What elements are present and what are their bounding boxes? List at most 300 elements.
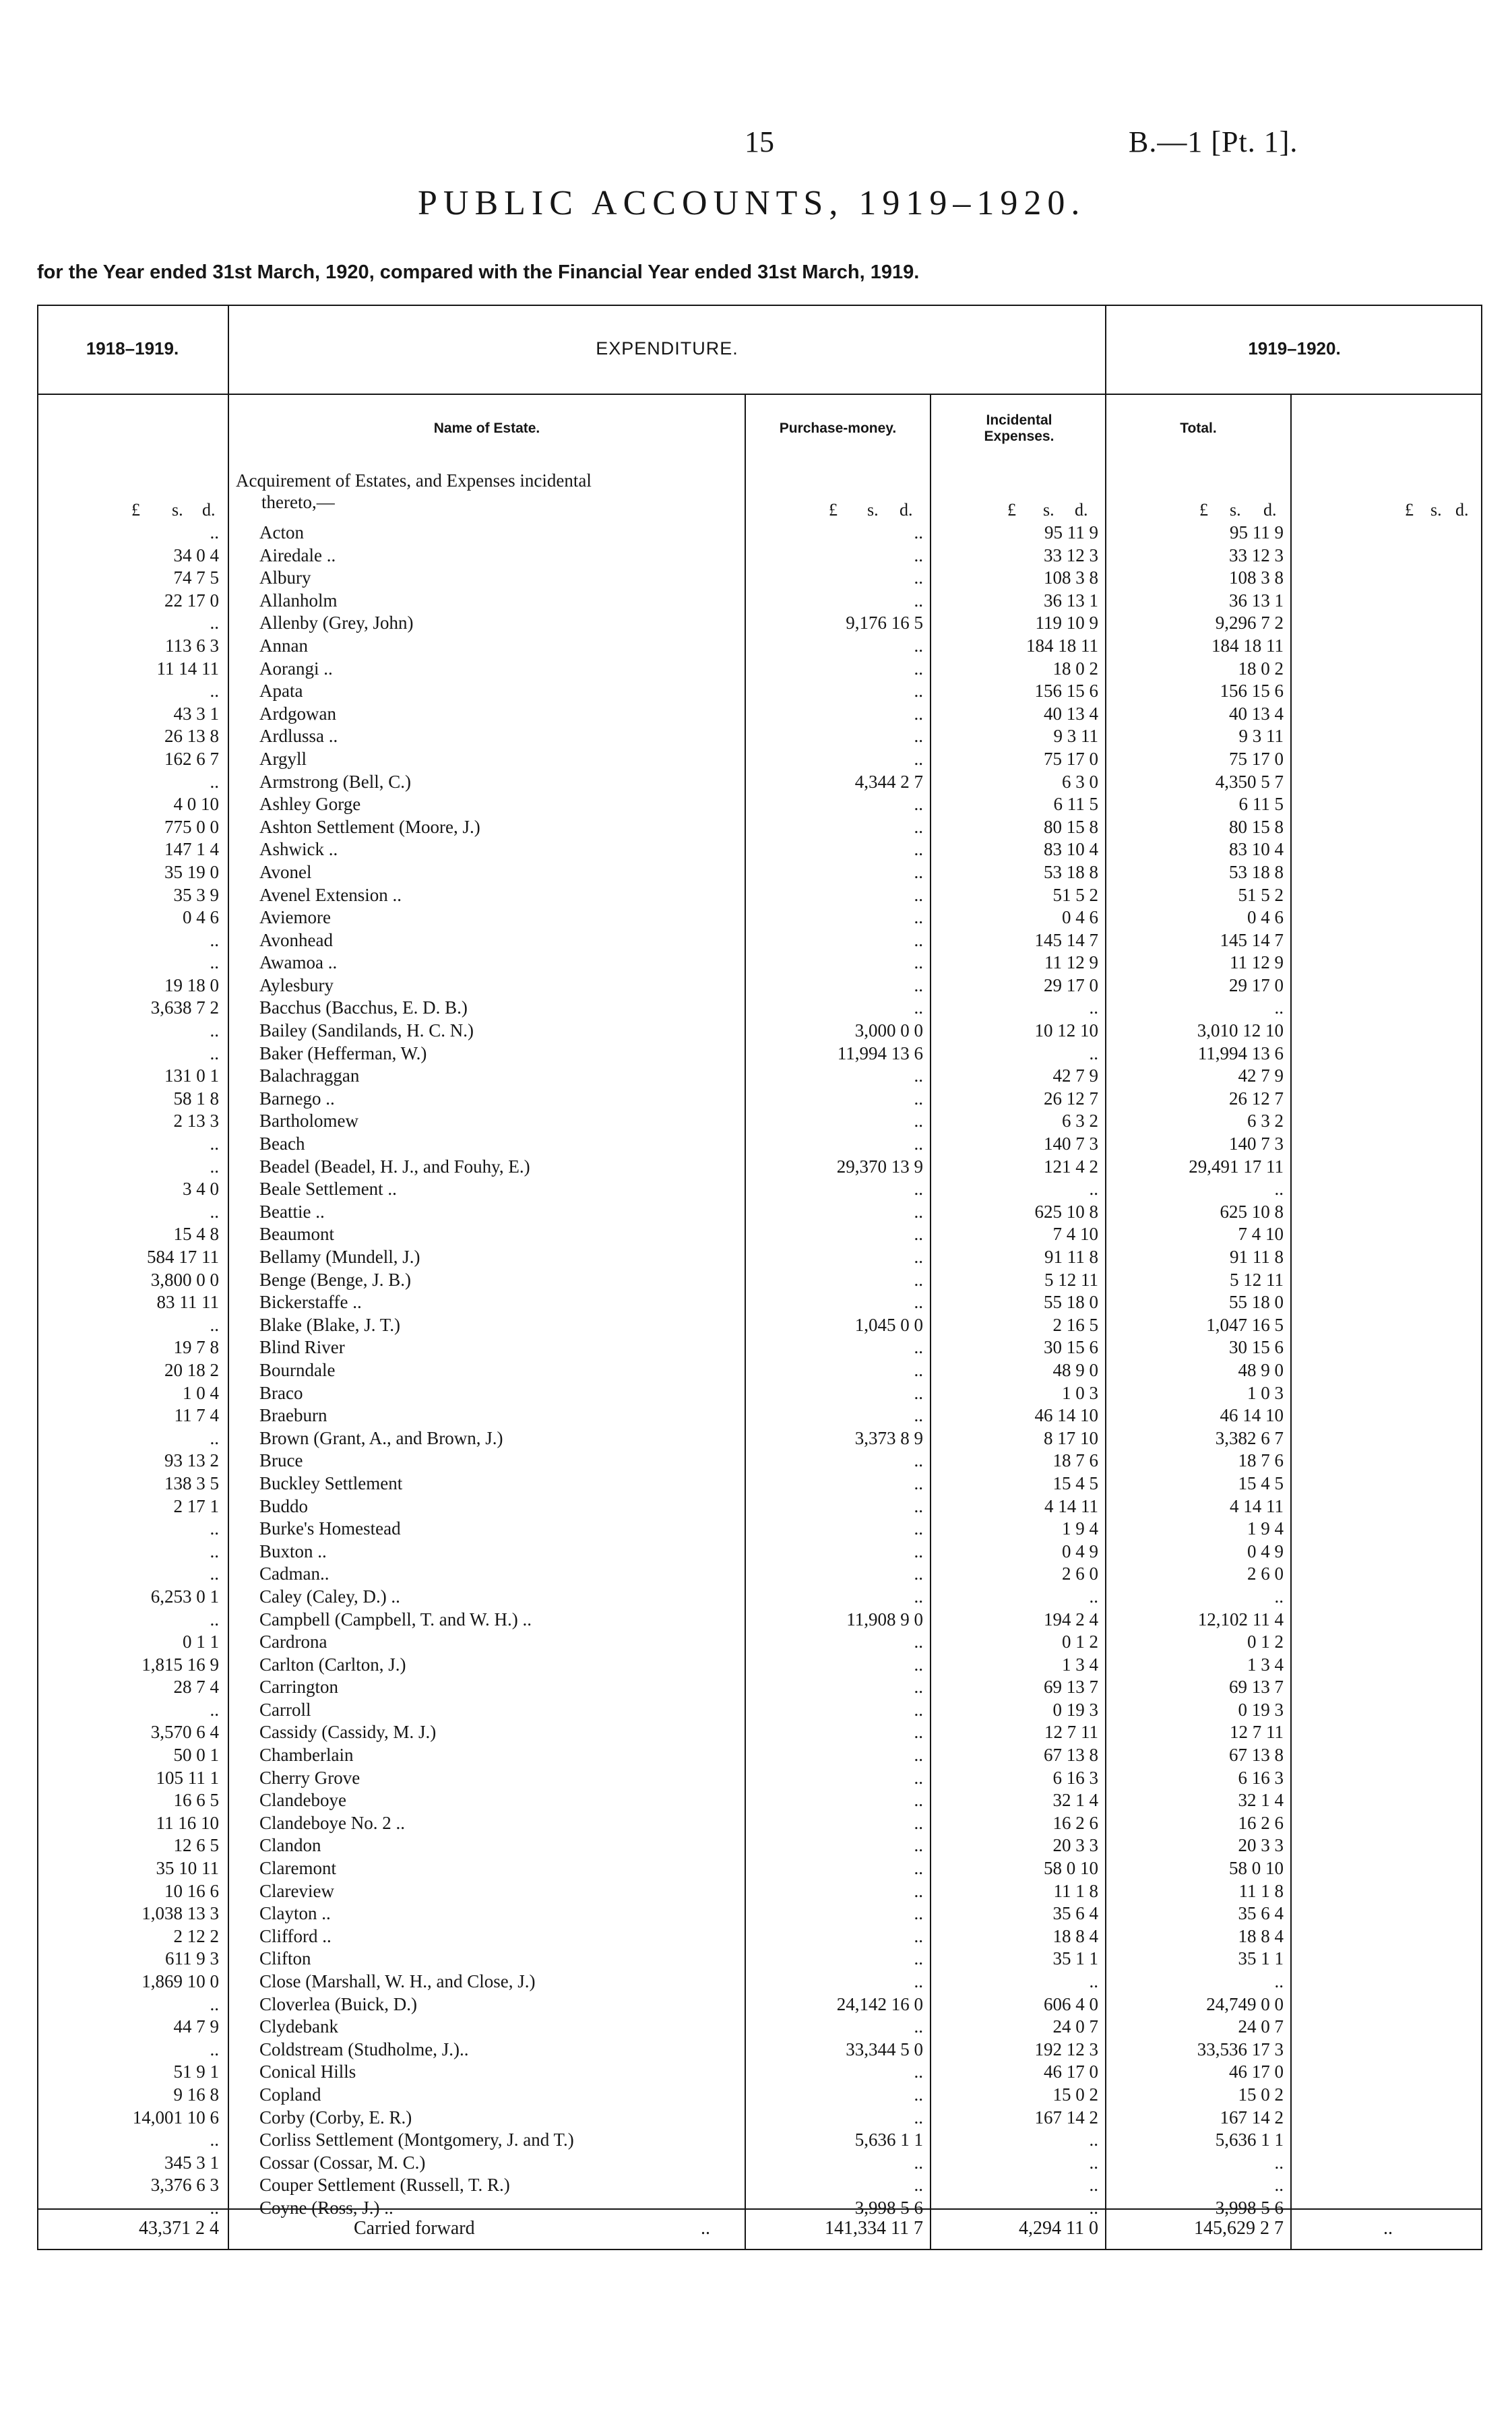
row-incidental: 194 2 4 [1044,1609,1098,1630]
carried-forward-row [37,2215,1482,2242]
row-estate-name: Burke's Homestead [259,1518,401,1539]
row-incidental: 1 9 4 [1062,1518,1098,1539]
row-incidental: 156 15 6 [1034,681,1098,702]
row-total: 6 16 3 [1238,1767,1284,1788]
row-total: 625 10 8 [1220,1201,1284,1222]
row-incidental: 2 6 0 [1062,1563,1098,1584]
row-incidental: 7 4 10 [1052,1224,1098,1245]
row-incidental: 0 1 2 [1062,1632,1098,1652]
row-prev-year: 1 0 4 [183,1382,219,1403]
row-purchase-money: .. [914,1337,923,1358]
table-row [37,1359,1482,1382]
row-incidental: 80 15 8 [1044,816,1098,837]
unit-s-incidental: s. [1043,500,1054,520]
total-label: Carried forward [354,2218,475,2239]
row-total: 69 13 7 [1229,1677,1284,1698]
row-incidental: 10 12 10 [1034,1020,1098,1041]
row-purchase-money: .. [914,2016,923,2037]
row-prev-year: 11 14 11 [156,658,219,679]
row-estate-name: Bellamy (Mundell, J.) [259,1247,420,1267]
row-purchase-money: 29,370 13 9 [836,1156,923,1177]
row-estate-name: Bartholomew [259,1111,358,1131]
table-row [37,1427,1482,1450]
row-estate-name: Carrington [259,1677,338,1698]
row-estate-name: Claremont [259,1858,336,1879]
row-estate-name: Cardrona [259,1632,327,1652]
row-purchase-money: .. [914,1088,923,1109]
row-estate-name: Carroll [259,1699,311,1720]
row-incidental: 108 3 8 [1044,567,1098,588]
row-prev-year: 131 0 1 [164,1065,219,1086]
prev-year-header: 1918–1919. [86,338,179,359]
row-total: 26 12 7 [1229,1088,1284,1109]
row-purchase-money: .. [914,1722,923,1743]
row-purchase-money: .. [914,2061,923,2082]
row-incidental: .. [1089,2175,1098,2196]
row-total: 0 19 3 [1238,1699,1284,1720]
row-purchase-money: 24,142 16 0 [836,1993,923,2014]
row-estate-name: Couper Settlement (Russell, T. R.) [259,2175,510,2196]
row-prev-year: 3 4 0 [183,1179,219,1200]
table-row [37,1065,1482,1088]
row-incidental: 35 6 4 [1052,1903,1098,1924]
row-estate-name: Chamberlain [259,1745,354,1766]
row-purchase-money: .. [914,635,923,656]
row-incidental: 69 13 7 [1044,1677,1098,1698]
row-prev-year: 3,376 6 3 [150,2175,219,2196]
row-total: 140 7 3 [1229,1134,1284,1154]
table-row [37,1020,1482,1043]
row-prev-year: 138 3 5 [164,1472,219,1493]
row-prev-year: 12 6 5 [173,1835,219,1856]
row-prev-year: .. [210,2130,219,2150]
table-row [37,1291,1482,1314]
table-row [37,861,1482,884]
row-estate-name: Cossar (Cossar, M. C.) [259,2152,426,2173]
row-purchase-money: .. [914,703,923,724]
row-purchase-money: 3,998 5 6 [854,2197,923,2218]
table-row [37,1948,1482,1971]
row-prev-year: 9 16 8 [173,2084,219,2105]
row-incidental: 1 3 4 [1062,1654,1098,1675]
row-estate-name: Balachraggan [259,1065,360,1086]
table-row [37,1246,1482,1269]
row-prev-year: .. [210,522,219,542]
row-total: 1 0 3 [1247,1382,1284,1403]
row-incidental: 192 12 3 [1034,2039,1098,2059]
row-prev-year: 22 17 0 [164,590,219,611]
table-row [37,2174,1482,2197]
col-total: Total. [1180,421,1217,436]
row-incidental: 35 1 1 [1052,1948,1098,1969]
total-purchase: 141,334 11 7 [825,2218,923,2239]
table-row [37,522,1482,545]
row-total: 167 14 2 [1220,2107,1284,2128]
row-incidental: 6 3 2 [1062,1111,1098,1131]
row-purchase-money: .. [914,658,923,679]
row-prev-year: 58 1 8 [173,1088,219,1109]
row-estate-name: Bickerstaffe .. [259,1292,362,1313]
row-estate-name: Clareview [259,1880,334,1901]
table-row [37,1880,1482,1903]
row-total: 15 4 5 [1238,1472,1284,1493]
row-purchase-money: .. [914,1134,923,1154]
row-estate-name: Bourndale [259,1359,336,1380]
table-row [37,1993,1482,2016]
row-total: .. [1274,1179,1284,1200]
row-total: 18 0 2 [1238,658,1284,679]
table-row [37,1336,1482,1359]
row-prev-year: 51 9 1 [173,2061,219,2082]
row-prev-year: 1,815 16 9 [141,1654,219,1675]
row-estate-name: Avonhead [259,929,333,950]
row-estate-name: Ardgowan [259,703,336,724]
unit-s-purchase: s. [867,500,879,520]
row-estate-name: Copland [259,2084,321,2105]
table-row [37,1857,1482,1880]
row-purchase-money: .. [914,567,923,588]
row-prev-year: .. [210,1201,219,1222]
row-purchase-money: 1,045 0 0 [854,1314,923,1335]
table-row [37,816,1482,839]
row-incidental: 4 14 11 [1044,1495,1098,1516]
row-prev-year: .. [210,1609,219,1630]
row-prev-year: 35 19 0 [164,861,219,882]
total-prev-year: 43,371 2 4 [139,2218,219,2239]
row-total: .. [1274,997,1284,1018]
row-incidental: 32 1 4 [1052,1790,1098,1811]
table-row [37,1043,1482,1065]
row-prev-year: 74 7 5 [173,567,219,588]
row-purchase-money: .. [914,1472,923,1493]
table-row [37,929,1482,952]
row-purchase-money: 9,176 16 5 [846,613,923,633]
row-prev-year: .. [210,1314,219,1335]
section-header: EXPENDITURE. [596,338,738,359]
row-prev-year: .. [210,1134,219,1154]
row-total: 51 5 2 [1238,884,1284,905]
row-prev-year: .. [210,1156,219,1177]
table-row [37,1223,1482,1246]
total-total: 145,629 2 7 [1194,2218,1284,2239]
row-incidental: 51 5 2 [1052,884,1098,905]
row-total: 30 15 6 [1229,1337,1284,1358]
table-row [37,884,1482,907]
row-purchase-money: .. [914,590,923,611]
row-prev-year: .. [210,952,219,973]
section-heading-line2: thereto,— [261,492,335,512]
table-row [37,1631,1482,1654]
row-purchase-money: .. [914,1745,923,1766]
row-prev-year: .. [210,1563,219,1584]
table-row [37,680,1482,703]
row-incidental: 83 10 4 [1044,839,1098,860]
unit-s-curr: s. [1430,500,1442,520]
row-prev-year: 3,638 7 2 [150,997,219,1018]
table-row [37,1178,1482,1201]
row-total: 46 17 0 [1229,2061,1284,2082]
table-row [37,1382,1482,1405]
row-estate-name: Conical Hills [259,2061,356,2082]
row-prev-year: 15 4 8 [173,1224,219,1245]
row-total: 42 7 9 [1238,1065,1284,1086]
row-purchase-money: .. [914,1518,923,1539]
unit-pound-curr: £ [1405,500,1414,520]
row-purchase-money: .. [914,726,923,747]
row-purchase-money: 33,344 5 0 [846,2039,923,2059]
row-purchase-money: .. [914,907,923,928]
table-row [37,1110,1482,1133]
row-estate-name: Braco [259,1382,303,1403]
table-row [37,952,1482,974]
row-prev-year: 2 17 1 [173,1495,219,1516]
row-prev-year: 83 11 11 [156,1292,219,1313]
row-prev-year: .. [210,929,219,950]
row-estate-name: Cadman.. [259,1563,329,1584]
row-total: 16 2 6 [1238,1812,1284,1833]
row-incidental: 2 16 5 [1052,1314,1098,1335]
row-prev-year: 2 13 3 [173,1111,219,1131]
row-purchase-money: 4,344 2 7 [854,771,923,792]
row-total: 24 0 7 [1238,2016,1284,2037]
row-incidental: .. [1089,997,1098,1018]
unit-pound-purchase: £ [829,500,838,520]
row-incidental: 46 14 10 [1034,1405,1098,1426]
row-incidental: 6 16 3 [1052,1767,1098,1788]
row-prev-year: .. [210,771,219,792]
row-total: 3,010 12 10 [1197,1020,1284,1041]
row-total: 11,994 13 6 [1197,1043,1284,1063]
table-row [37,658,1482,681]
row-purchase-money: .. [914,816,923,837]
row-estate-name: Carlton (Carlton, J.) [259,1654,406,1675]
row-incidental: 167 14 2 [1034,2107,1098,2128]
row-incidental: 119 10 9 [1035,613,1098,633]
table-row [37,545,1482,567]
unit-d-total: d. [1263,500,1277,520]
table-row [37,1721,1482,1744]
table-row [37,1609,1482,1632]
row-estate-name: Benge (Benge, J. B.) [259,1269,411,1290]
row-prev-year: .. [210,1518,219,1539]
row-purchase-money: 3,000 0 0 [854,1020,923,1041]
row-total: 7 4 10 [1238,1224,1284,1245]
row-estate-name: Beadel (Beadel, H. J., and Fouhy, E.) [259,1156,530,1177]
table-row [37,590,1482,613]
col-incidental-expenses: Incidental Expenses. [984,412,1054,444]
row-purchase-money: .. [914,839,923,860]
row-estate-name: Cloverlea (Buick, D.) [259,1993,417,2014]
row-estate-name: Argyll [259,748,307,769]
row-estate-name: Ashley Gorge [259,794,361,815]
table-row [37,1495,1482,1518]
table-row [37,2107,1482,2130]
row-estate-name: Baker (Hefferman, W.) [259,1043,427,1063]
row-total: 184 18 11 [1211,635,1284,656]
row-estate-name: Close (Marshall, W. H., and Close, J.) [259,1971,536,1991]
row-estate-name: Clayton .. [259,1903,331,1924]
row-prev-year: 1,038 13 3 [141,1903,219,1924]
row-estate-name: Annan [259,635,308,656]
row-total: 145 14 7 [1220,929,1284,950]
row-estate-name: Apata [259,681,303,702]
row-incidental: 121 4 2 [1044,1156,1098,1177]
row-prev-year: 34 0 4 [173,545,219,565]
row-estate-name: Aviemore [259,907,331,928]
row-estate-name: Brown (Grant, A., and Brown, J.) [259,1427,503,1448]
row-prev-year: 611 9 3 [165,1948,219,1969]
col-name-of-estate: Name of Estate. [433,421,540,436]
row-purchase-money: 5,636 1 1 [854,2130,923,2150]
row-prev-year: .. [210,2197,219,2218]
row-total: 53 18 8 [1229,861,1284,882]
row-purchase-money: .. [914,2175,923,2196]
table-row [37,1133,1482,1156]
row-incidental: 53 18 8 [1044,861,1098,882]
row-estate-name: Aylesbury [259,974,334,995]
row-prev-year: 775 0 0 [164,816,219,837]
row-prev-year: 0 4 6 [183,907,219,928]
row-incidental: .. [1089,1179,1098,1200]
row-purchase-money: .. [914,1586,923,1607]
row-total: .. [1274,1586,1284,1607]
table-row [37,1744,1482,1767]
row-prev-year: 0 1 1 [183,1632,219,1652]
row-prev-year: .. [210,1993,219,2014]
row-estate-name: Ashwick .. [259,839,338,860]
table-row [37,2016,1482,2039]
row-estate-name: Corby (Corby, E. R.) [259,2107,412,2128]
row-estate-name: Barnego .. [259,1088,335,1109]
table-row [37,2152,1482,2175]
row-total: 3,382 6 7 [1215,1427,1284,1448]
row-purchase-money: .. [914,1382,923,1403]
row-incidental: 18 7 6 [1052,1450,1098,1471]
row-purchase-money: .. [914,522,923,542]
table-row [37,1450,1482,1472]
row-purchase-money: .. [914,929,923,950]
row-total: 48 9 0 [1238,1359,1284,1380]
row-prev-year: 113 6 3 [165,635,219,656]
row-total: 1 9 4 [1247,1518,1284,1539]
row-total: 6 11 5 [1238,794,1284,815]
row-total: 4,350 5 7 [1215,771,1284,792]
row-incidental: 606 4 0 [1044,1993,1098,2014]
row-purchase-money: .. [914,1495,923,1516]
table-row [37,1699,1482,1722]
row-prev-year: .. [210,613,219,633]
table-row [37,1156,1482,1179]
row-estate-name: Avonel [259,861,312,882]
row-estate-name: Bailey (Sandilands, H. C. N.) [259,1020,474,1041]
table-row [37,793,1482,816]
unit-pound-total: £ [1199,500,1208,520]
row-estate-name: Beale Settlement .. [259,1179,397,1200]
row-total: 5,636 1 1 [1215,2130,1284,2150]
row-incidental: 140 7 3 [1044,1134,1098,1154]
row-purchase-money: .. [914,1450,923,1471]
row-incidental: 0 4 9 [1062,1541,1098,1561]
row-estate-name: Cherry Grove [259,1767,360,1788]
table-row [37,2061,1482,2084]
row-total: 35 1 1 [1238,1948,1284,1969]
header-bottom-rule [37,394,1482,395]
row-prev-year: 10 16 6 [164,1880,219,1901]
table-row [37,1518,1482,1541]
table-row [37,1269,1482,1292]
row-estate-name: Buddo [259,1495,309,1516]
row-incidental: .. [1089,1586,1098,1607]
row-prev-year: 345 3 1 [164,2152,219,2173]
table-row [37,748,1482,771]
unit-d-incidental: d. [1075,500,1088,520]
table-row [37,1472,1482,1495]
table-row [37,612,1482,635]
expenditure-table [37,305,1482,2372]
unit-pound-prev: £ [131,500,140,520]
estate-rows [37,522,1482,2220]
row-estate-name: Caley (Caley, D.) .. [259,1586,400,1607]
row-prev-year: .. [210,1427,219,1448]
row-purchase-money: .. [914,1880,923,1901]
row-purchase-money: .. [914,1065,923,1086]
row-purchase-money: .. [914,1699,923,1720]
row-estate-name: Airedale .. [259,545,336,565]
row-prev-year: 3,570 6 4 [150,1722,219,1743]
row-incidental: 18 8 4 [1052,1925,1098,1946]
row-total: 4 14 11 [1230,1495,1284,1516]
unit-s-total: s. [1230,500,1241,520]
table-row [37,1676,1482,1699]
row-total: 156 15 6 [1220,681,1284,702]
row-incidental: .. [1089,2130,1098,2150]
row-estate-name: Coldstream (Studholme, J.).. [259,2039,469,2059]
table-row [37,771,1482,794]
row-total: 12,102 11 4 [1197,1609,1284,1630]
row-estate-name: Clandeboye No. 2 .. [259,1812,405,1833]
row-purchase-money: .. [914,794,923,815]
row-total: 12 7 11 [1230,1722,1284,1743]
row-total: .. [1274,1971,1284,1991]
table-row [37,1088,1482,1111]
row-prev-year: 35 3 9 [173,884,219,905]
row-purchase-money: .. [914,2107,923,2128]
unit-s-prev: s. [172,500,183,520]
table-row [37,1201,1482,1224]
row-purchase-money: .. [914,952,923,973]
row-purchase-money: .. [914,1858,923,1879]
row-incidental: 24 0 7 [1052,2016,1098,2037]
row-prev-year: 26 13 8 [164,726,219,747]
row-prev-year: 3,800 0 0 [150,1269,219,1290]
row-incidental: 58 0 10 [1044,1858,1098,1879]
row-prev-year: 14,001 10 6 [132,2107,219,2128]
row-prev-year: .. [210,1541,219,1561]
row-prev-year: 1,869 10 0 [141,1971,219,1991]
table-row [37,1925,1482,1948]
row-incidental: 184 18 11 [1026,635,1098,656]
row-incidental: 91 11 8 [1044,1247,1098,1267]
row-total: 46 14 10 [1220,1405,1284,1426]
row-purchase-money: .. [914,884,923,905]
row-estate-name: Braeburn [259,1405,327,1426]
row-purchase-money: .. [914,748,923,769]
row-total: 75 17 0 [1229,748,1284,769]
row-purchase-money: 3,373 8 9 [854,1427,923,1448]
row-purchase-money: 11,994 13 6 [837,1043,923,1063]
row-purchase-money: .. [914,1111,923,1131]
row-incidental: 26 12 7 [1044,1088,1098,1109]
